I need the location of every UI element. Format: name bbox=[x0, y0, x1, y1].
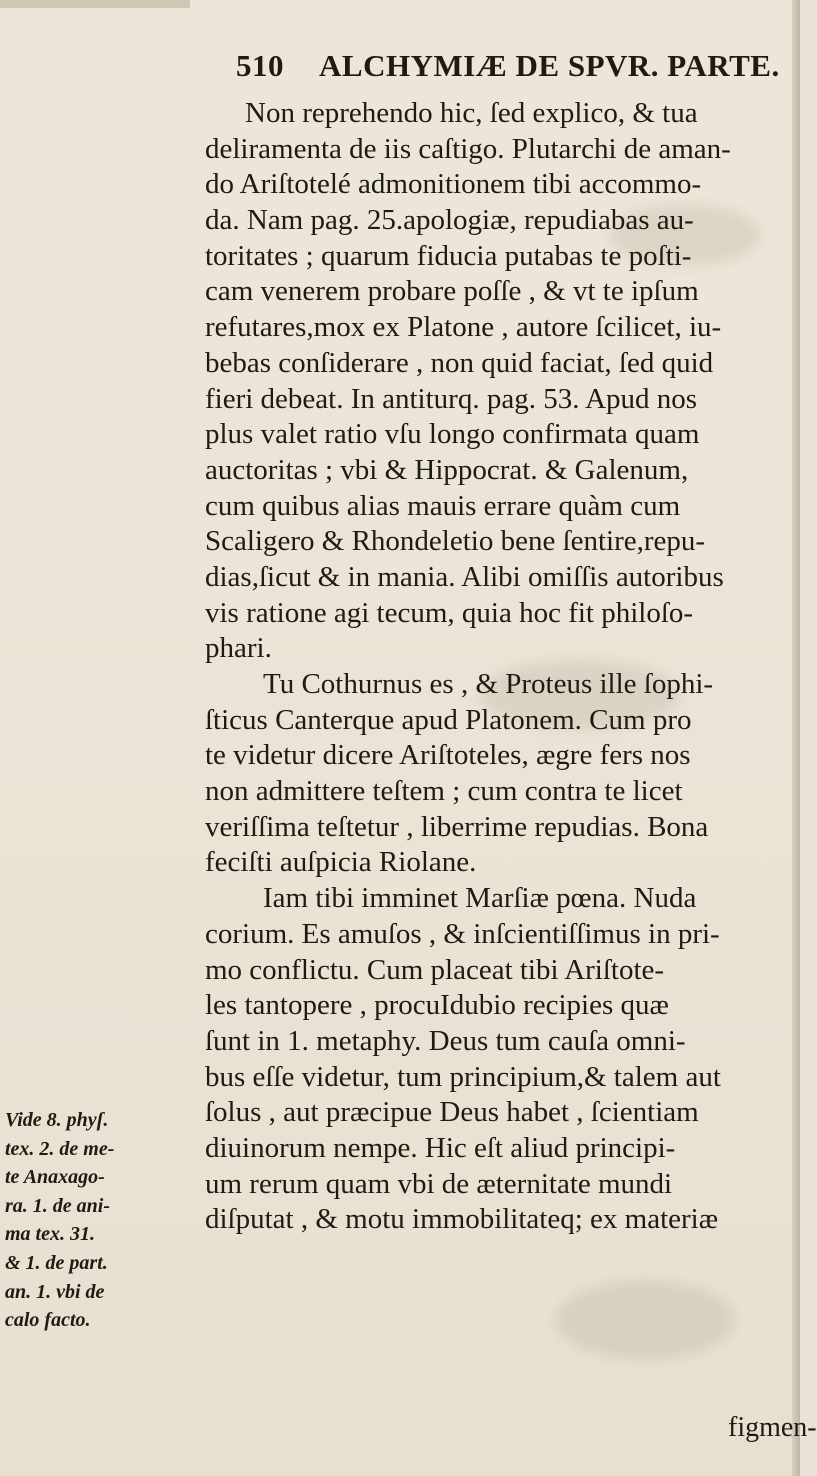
text-line: corium. Es amuſos , & inſcientiſſimus in pri- bbox=[205, 917, 720, 950]
text-line: les tantopere , procuIdubio recipies quæ bbox=[205, 989, 669, 1022]
margin-note-line: calo facto. bbox=[5, 1309, 91, 1332]
text-line: plus valet ratio vſu longo confirmata quam bbox=[205, 418, 700, 451]
text-line: ſolus , aut præcipue Deus habet , ſcientiam bbox=[205, 1096, 699, 1129]
page-header bbox=[236, 48, 796, 88]
margin-note-line: an. 1. vbi de bbox=[5, 1280, 105, 1303]
running-title: ALCHYMIÆ DE SPVR. PARTE. bbox=[319, 48, 780, 83]
text-line: ſticus Canterque apud Platonem. Cum pro bbox=[205, 703, 692, 736]
text-line: fieri debeat. In antiturq. pag. 53. Apud nos bbox=[205, 382, 698, 415]
margin-note-line: & 1. de part. bbox=[5, 1251, 108, 1274]
text-line: um rerum quam vbi de æternitate mundi bbox=[205, 1167, 673, 1200]
main-text-column bbox=[205, 96, 793, 1238]
text-line: veriſſima teſtetur , liberrime repudias. Bona bbox=[205, 810, 709, 843]
text-line: da. Nam pag. 25.apologiæ, repudiabas au- bbox=[205, 204, 694, 237]
text-line: diuinorum nempe. Hic eſt aliud principi- bbox=[205, 1131, 676, 1164]
text-line: do Ariſtotelé admonitionem tibi accommo- bbox=[205, 168, 702, 201]
margin-note-line: te Anaxago- bbox=[5, 1166, 105, 1189]
text-line: cam venerem probare poſſe , & vt te ipſum bbox=[205, 275, 699, 308]
margin-note bbox=[5, 1106, 195, 1335]
text-line: ſunt in 1. metaphy. Deus tum cauſa omni- bbox=[205, 1024, 686, 1057]
text-line: Tu Cothurnus es , & Proteus ille ſophi- bbox=[263, 668, 714, 700]
text-line: refutares,mox ex Platone , autore ſcilicet, iu- bbox=[205, 311, 722, 344]
catchword: figmen- bbox=[728, 1412, 817, 1443]
margin-note-line: ma tex. 31. bbox=[5, 1223, 95, 1246]
text-line: Scaligero & Rhondeletio bene ſentire,repu- bbox=[205, 525, 706, 558]
text-line: bus eſſe videtur, tum principium,& talem aut bbox=[205, 1060, 721, 1093]
text-line: te videtur dicere Ariſtoteles, ægre fers nos bbox=[205, 739, 691, 772]
text-line: feciſti auſpicia Riolane. bbox=[205, 846, 477, 879]
text-line: bebas conſiderare , non quid faciat, ſed quid bbox=[205, 346, 714, 379]
paper-stain bbox=[555, 1280, 735, 1360]
text-line: deliramenta de iis caſtigo. Plutarchi de aman- bbox=[205, 132, 731, 165]
text-line: cum quibus alias mauis errare quàm cum bbox=[205, 489, 681, 522]
page-edge-shadow bbox=[792, 0, 800, 1476]
text-line: dias,ſicut & in mania. Alibi omiſſis autoribus bbox=[205, 560, 724, 593]
text-line: Iam tibi imminet Marſiæ pœna. Nuda bbox=[263, 882, 697, 915]
margin-note-line: ra. 1. de ani- bbox=[5, 1194, 110, 1217]
text-line: mo conflictu. Cum placeat tibi Ariſtote- bbox=[205, 953, 665, 986]
text-line: auctoritas ; vbi & Hippocrat. & Galenum, bbox=[205, 453, 689, 486]
text-line: Non reprehendo hic, ſed explico, & tua bbox=[245, 97, 698, 129]
margin-note-line: tex. 2. de me- bbox=[5, 1137, 115, 1160]
text-line: vis ratione agi tecum, quia hoc fit philoſo- bbox=[205, 596, 694, 629]
text-line: non admittere teſtem ; cum contra te licet bbox=[205, 775, 683, 808]
text-line: toritates ; quarum fiducia putabas te poſti- bbox=[205, 239, 692, 272]
text-line: phari. bbox=[205, 632, 272, 665]
top-margin-strip bbox=[0, 0, 190, 8]
margin-note-line: Vide 8. phyſ. bbox=[5, 1109, 109, 1131]
page-number: 510 bbox=[236, 48, 284, 83]
text-line: diſputat , & motu immobilitateq; ex materiæ bbox=[205, 1203, 719, 1236]
